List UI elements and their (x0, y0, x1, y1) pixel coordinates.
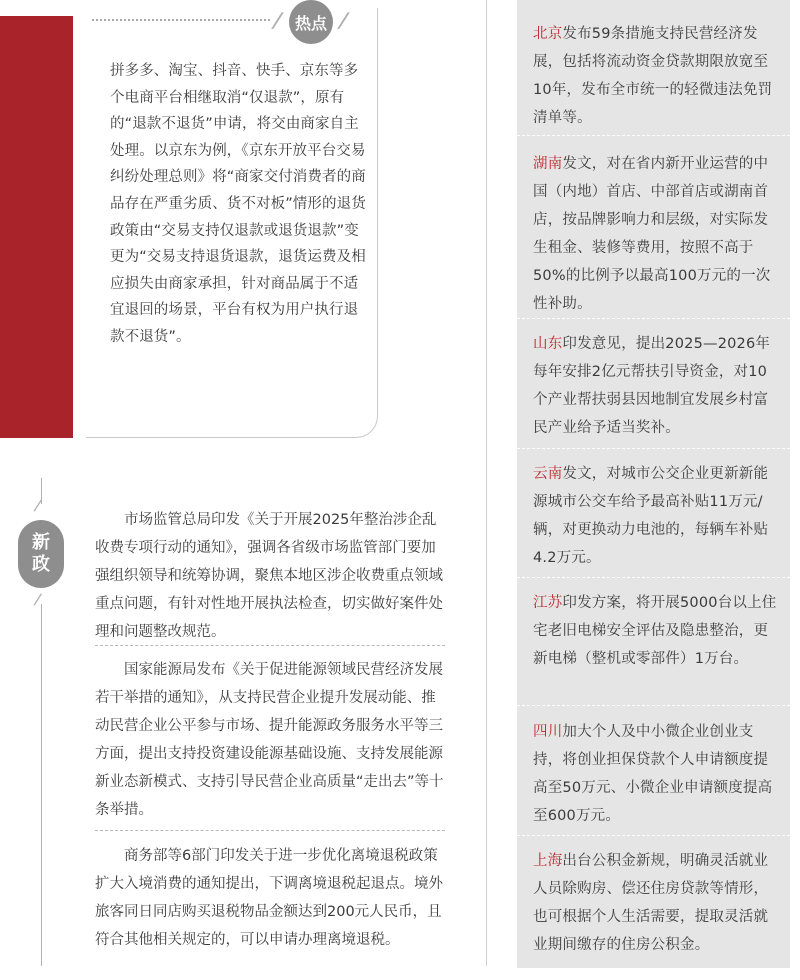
hot-topic-badge (289, 0, 333, 44)
province-name: 湖南 (533, 156, 563, 172)
dashed-separator (517, 577, 790, 578)
regional-item-hunan (533, 150, 779, 318)
regional-text: 加大个人及中小微企业创业支持，将创业担保贷款个人申请额度提高至50万元、小微企业申请额度提高至600万元。 (533, 724, 773, 824)
regional-item-beijing (533, 20, 779, 132)
regional-item-shandong (533, 330, 779, 442)
red-accent-block (0, 16, 73, 438)
slash-decoration: / (32, 592, 43, 608)
regional-text: 印发意见，提出2025—2026年每年安排2亿元帮扶引导资金，对10个产业帮扶弱县因地制宜发展乡村富民产业给予适当奖补。 (533, 336, 771, 436)
slash-decoration: / (270, 8, 286, 32)
province-name: 四川 (533, 724, 563, 740)
province-name: 上海 (533, 853, 563, 869)
hot-topic-tag: 热点 (294, 13, 327, 33)
regional-text: 出台公积金新规，明确灵活就业人员除购房、偿还住房贷款等情形，也可根据个人生活需要，提取灵活就业期间缴存的住房公积金。 (533, 853, 769, 953)
province-name: 江苏 (533, 595, 563, 611)
dashed-separator (95, 645, 445, 646)
dotted-rule (92, 19, 270, 21)
new-policy-badge (18, 520, 64, 588)
regional-text: 印发方案，将开展5000台以上住宅老旧电梯安全评估及隐患整治，更新电梯（整机或零部件）1万台。 (533, 595, 777, 667)
regional-item-yunnan (533, 460, 779, 572)
new-policy-tag-2: 政 (32, 554, 50, 575)
regional-item-sichuan (533, 718, 779, 830)
regional-text: 发文，对在省内新开业运营的中国（内地）首店、中部首店或湖南首店，按品牌影响力和层级，对实际发生租金、装修等费用，按照不高于50%的比例予以最高100万元的一次性补助。 (533, 156, 771, 312)
policy-item: 国家能源局发布《关于促进能源领域民营经济发展若干举措的通知》，从支持民营企业提升发展动能、推动民营企业公平参与市场、提升能源政务服务水平等三方面，提出支持投资建设能源基础设施、支持发展能源新业态新模式、支持引导民营企业高质量“走出去”等十条举措。 (95, 662, 444, 818)
column-divider (486, 0, 487, 966)
dashed-separator (517, 835, 790, 836)
regional-item-jiangsu (533, 589, 779, 673)
policy-item: 商务部等6部门印发关于进一步优化离境退税政策扩大入境消费的通知提出，下调离境退税起退点。境外旅客同日同店购买退税物品金额达到200元人民币，且符合其他相关规定的，可以申请办理离境退税。 (95, 848, 443, 948)
dashed-separator (95, 830, 445, 831)
dashed-separator (517, 135, 790, 136)
province-name: 云南 (533, 466, 563, 482)
regional-text: 发文，对城市公交企业更新新能源城市公交车给予最高补贴11万元/辆，对更换动力电池的，每辆车补贴4.2万元。 (533, 466, 769, 566)
dashed-separator (517, 318, 790, 319)
slash-decoration: / (336, 8, 352, 32)
slash-decoration: / (32, 498, 43, 514)
new-policy-tag-1: 新 (32, 532, 50, 553)
dashed-separator (517, 448, 790, 449)
dashed-separator (517, 705, 790, 706)
regional-item-shanghai (533, 847, 779, 959)
policy-vertical-rule (41, 604, 42, 966)
province-name: 北京 (533, 26, 563, 42)
regional-text: 发布59条措施支持民营经济发展，包括将流动资金贷款期限放宽至10年，发布全市统一的轻微违法免罚清单等。 (533, 26, 773, 126)
hot-topic-text: 拼多多、淘宝、抖音、快手、京东等多个电商平台相继取消“仅退款”，原有的“退款不退货”申请，将交由商家自主处理。以京东为例，《京东开放平台交易纠纷处理总则》将“商家交付消费者的商品存在严重劣质、货不对板”情形的退货政策由“交易支持仅退款或退货退款”变更为“交易支持退货退款，退货运费及相应损失由商家承担，针对商品属于不适宜退回的场景，平台有权为用户执行退款不退货”。 (110, 63, 366, 345)
province-name: 山东 (533, 336, 563, 352)
policy-item: 市场监管总局印发《关于开展2025年整治涉企乱收费专项行动的通知》，强调各省级市场监管部门要加强组织领导和统筹协调，聚焦本地区涉企收费重点领域重点问题，有针对性地开展执法检查，切实做好案件处理和问题整改规范。 (95, 512, 443, 640)
